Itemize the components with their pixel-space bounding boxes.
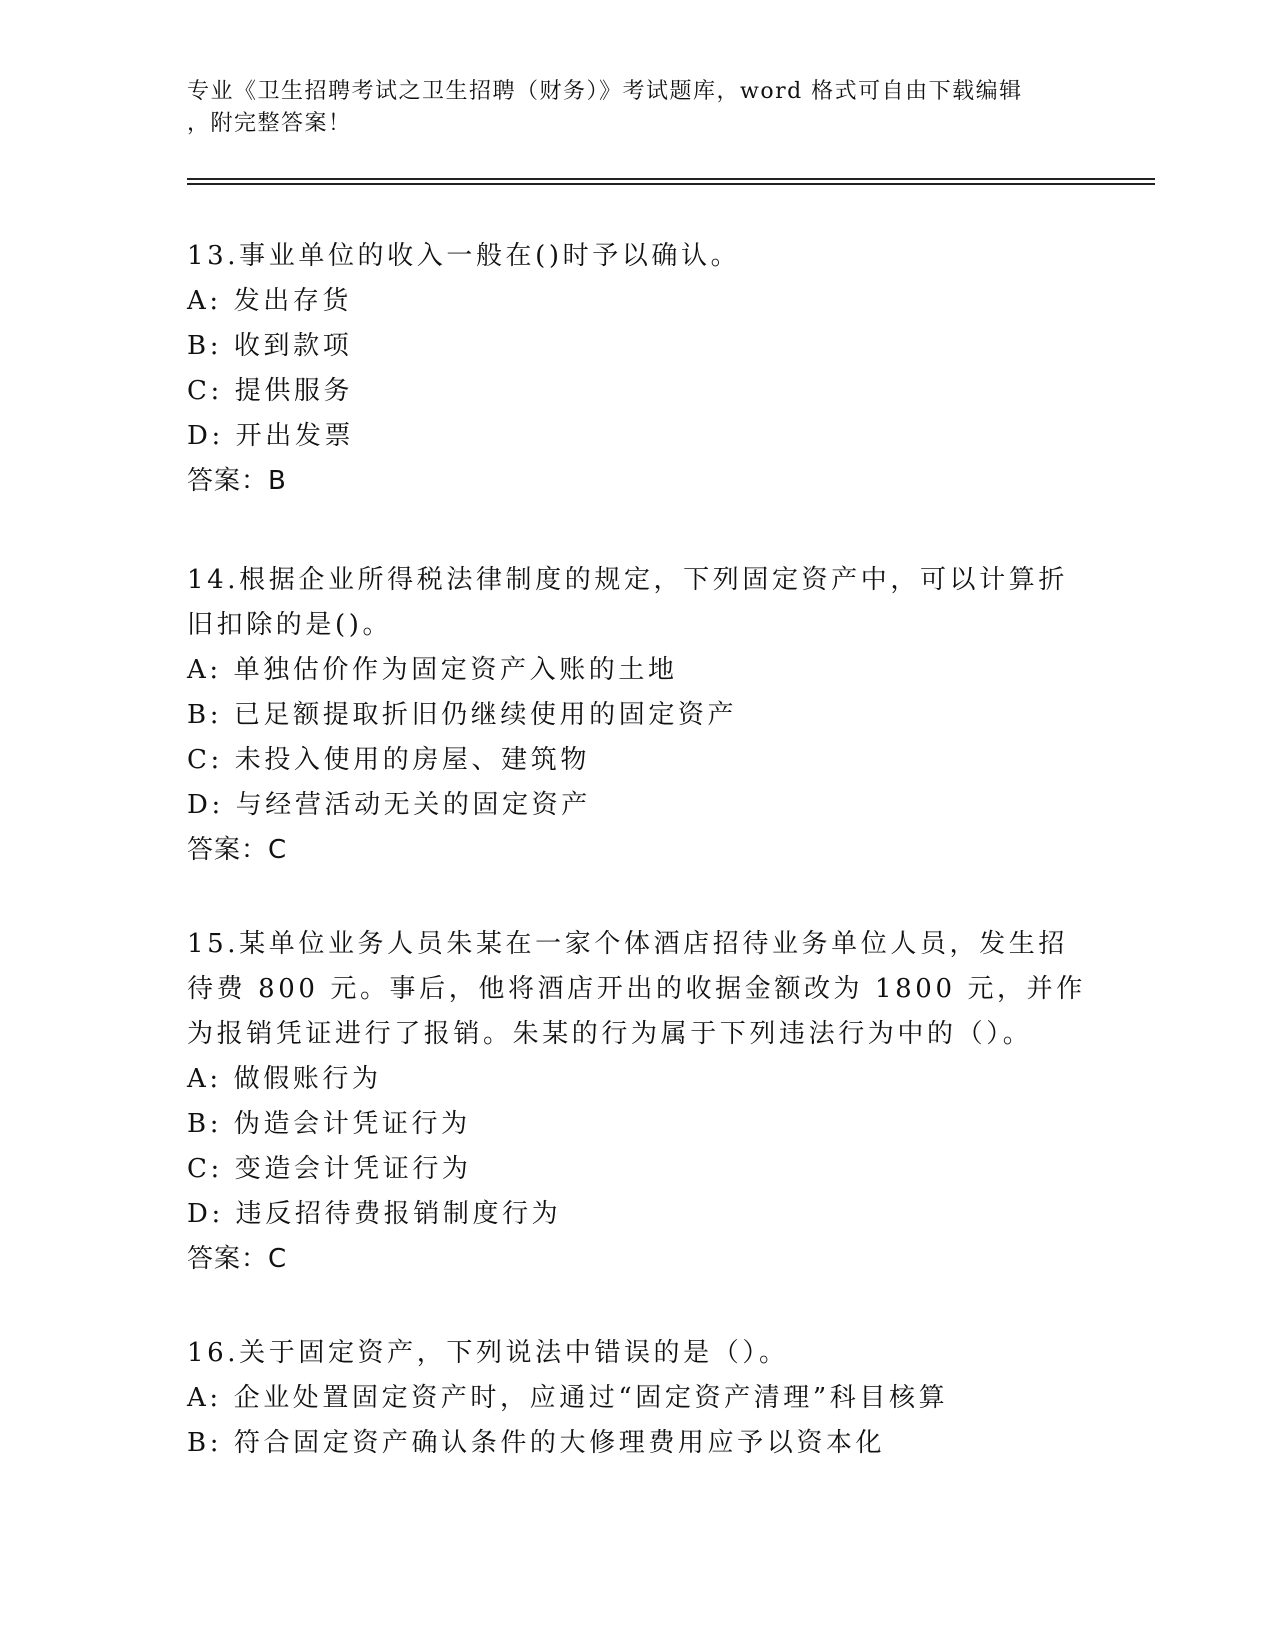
answer: 答案：C (187, 835, 288, 865)
option-b: B: 符合固定资产确认条件的大修理费用应予以资本化 (187, 1428, 886, 1458)
question-text: 15.某单位业务人员朱某在一家个体酒店招待业务单位人员，发生招待费 800 元。事后，他将酒店开出的收据金额改为 1800 元，并作为报销凭证进行了报销。朱某的行为属于下列违法行为中的（）。 (187, 929, 1086, 1049)
answer: 答案：B (187, 466, 287, 496)
option-a: A: 企业处置固定资产时，应通过“固定资产清理”科目核算 (187, 1383, 949, 1413)
question-16 (187, 1331, 1087, 1466)
document-header (187, 76, 1087, 140)
header-divider-top (187, 178, 1155, 180)
option-d: D: 违反招待费报销制度行为 (187, 1199, 562, 1229)
option-c: C: 未投入使用的房屋、建筑物 (187, 745, 590, 775)
option-c: C: 变造会计凭证行为 (187, 1154, 472, 1184)
option-d: D: 与经营活动无关的固定资产 (187, 790, 591, 820)
header-line-1: 专业《卫生招聘考试之卫生招聘（财务）》考试题库，word 格式可自由下载编辑 (187, 79, 1023, 104)
header-divider-bottom (187, 183, 1155, 185)
question-13 (187, 234, 1087, 504)
option-a: A: 单独估价作为固定资产入账的土地 (187, 655, 678, 685)
answer: 答案：C (187, 1244, 288, 1274)
option-b: B: 已足额提取折旧仍继续使用的固定资产 (187, 700, 738, 730)
question-text: 13.事业单位的收入一般在()时予以确认。 (187, 241, 741, 271)
header-line-2: ，附完整答案！ (187, 111, 352, 136)
option-c: C: 提供服务 (187, 376, 354, 406)
option-d: D: 开出发票 (187, 421, 355, 451)
option-a: A: 做假账行为 (187, 1064, 382, 1094)
option-b: B: 伪造会计凭证行为 (187, 1109, 471, 1139)
question-text: 14.根据企业所得税法律制度的规定，下列固定资产中，可以计算折旧扣除的是()。 (187, 565, 1068, 640)
option-a: A: 发出存货 (187, 286, 353, 316)
question-14 (187, 558, 1087, 873)
option-b: B: 收到款项 (187, 331, 353, 361)
question-15 (187, 922, 1087, 1282)
question-text: 16.关于固定资产，下列说法中错误的是（）。 (187, 1338, 789, 1368)
